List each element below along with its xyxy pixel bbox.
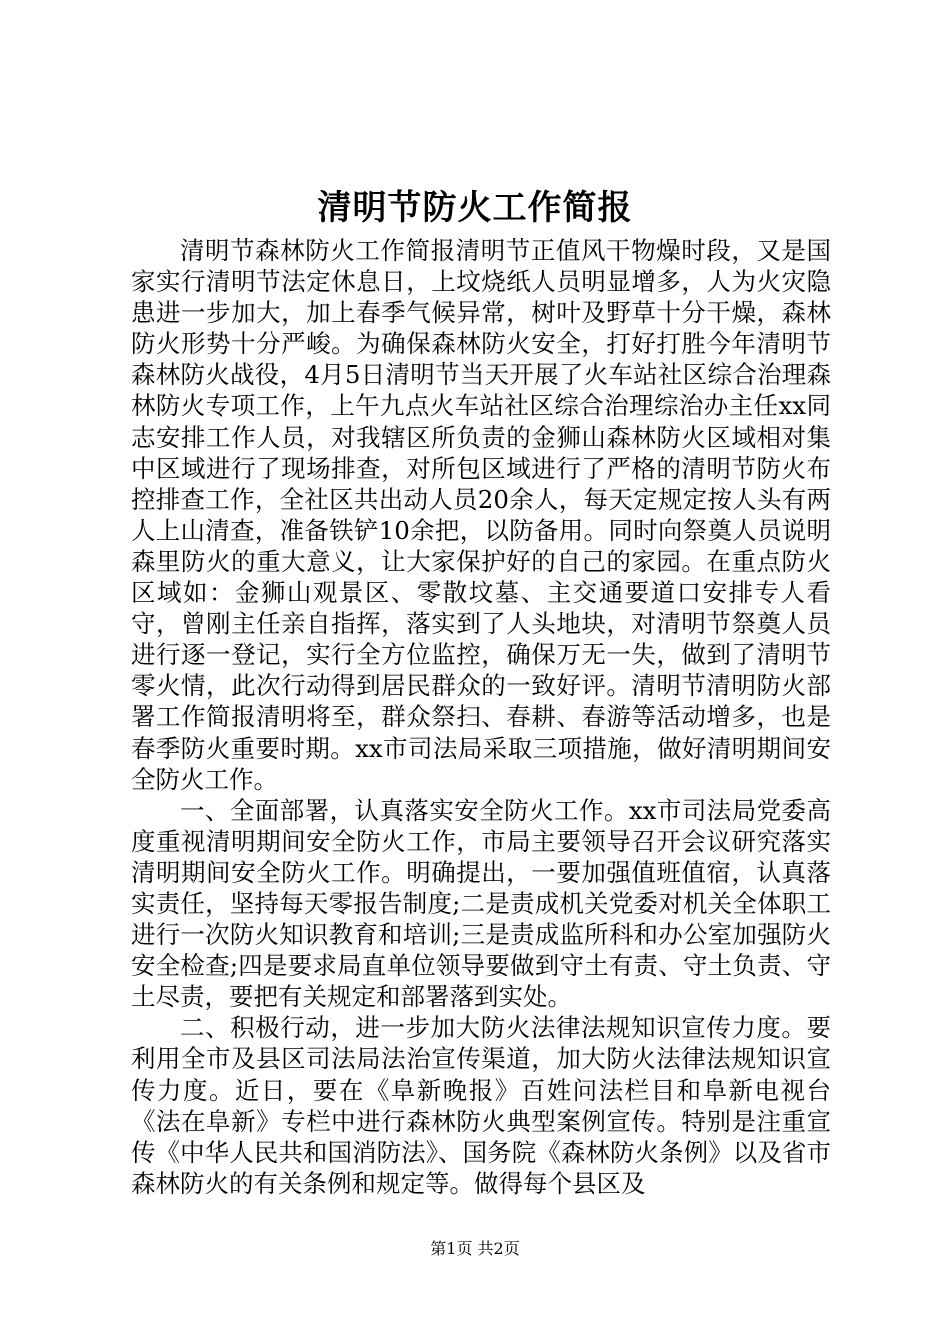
page-number: 第1页 共2页: [430, 1239, 520, 1258]
paragraph-1: 清明节森林防火工作简报清明节正值风干物燥时段，又是国家实行清明节法定休息日，上坟烧纸人员明显增多，人为火灾隐患进一步加大，加上春季气候异常，树叶及野草十分干燥，森林防火形势十分严峻。为确保森林防火安全，打好打胜今年清明节森林防火战役，4月5日清明节当天开展了火车站社区综合治理森林防火专项工作，上午九点火车站社区综合治理综治办主任xx同志安排工作人员，对我辖区所负责的金狮山森林防火区域相对集中区域进行了现场排查，对所包区域进行了严格的清明节防火布控排查工作，全社区共出动人员20余人，每天定规定按人头有两人上山清查，准备铁铲10余把，以防备用。同时向祭奠人员说明森里防火的重大意义，让大家保护好的自己的家园。在重点防火区域如：金狮山观景区、零散坟墓、主交通要道口安排专人看守，曾刚主任亲自指挥，落实到了人头地块，对清明节祭奠人员进行逐一登记，实行全方位监控，确保万无一失，做到了清明节零火情，此次行动得到居民群众的一致好评。清明节清明防火部署工作简报清明将至，群众祭扫、春耕、春游等活动增多，也是春季防火重要时期。xx市司法局采取三项措施，做好清明期间安全防火工作。: [131, 236, 831, 794]
paragraph-3: 二、积极行动，进一步加大防火法律法规知识宣传力度。要利用全市及县区司法局法治宣传渠道，加大防火法律法规知识宣传力度。近日，要在《阜新晚报》百姓问法栏目和阜新电视台《法在阜新》专栏中进行森林防火典型案例宣传。特别是注重宣传《中华人民共和国消防法》、国务院《森林防火条例》以及省市森林防火的有关条例和规定等。做得每个县区及: [131, 1013, 831, 1198]
document-title: 清明节防火工作简报: [317, 188, 633, 228]
document-body: [131, 235, 831, 1199]
paragraph-2: 一、全面部署，认真落实安全防火工作。xx市司法局党委高度重视清明期间安全防火工作，市局主要领导召开会议研究落实清明期间安全防火工作。明确提出，一要加强值班值宿，认真落实责任，坚持每天零报告制度;二是责成机关党委对机关全体职工进行一次防火知识教育和培训;三是责成监所科和办公室加强防火安全检查;四是要求局直单位领导要做到守土有责、守土负责、守土尽责，要把有关规定和部署落到实处。: [131, 795, 831, 1012]
